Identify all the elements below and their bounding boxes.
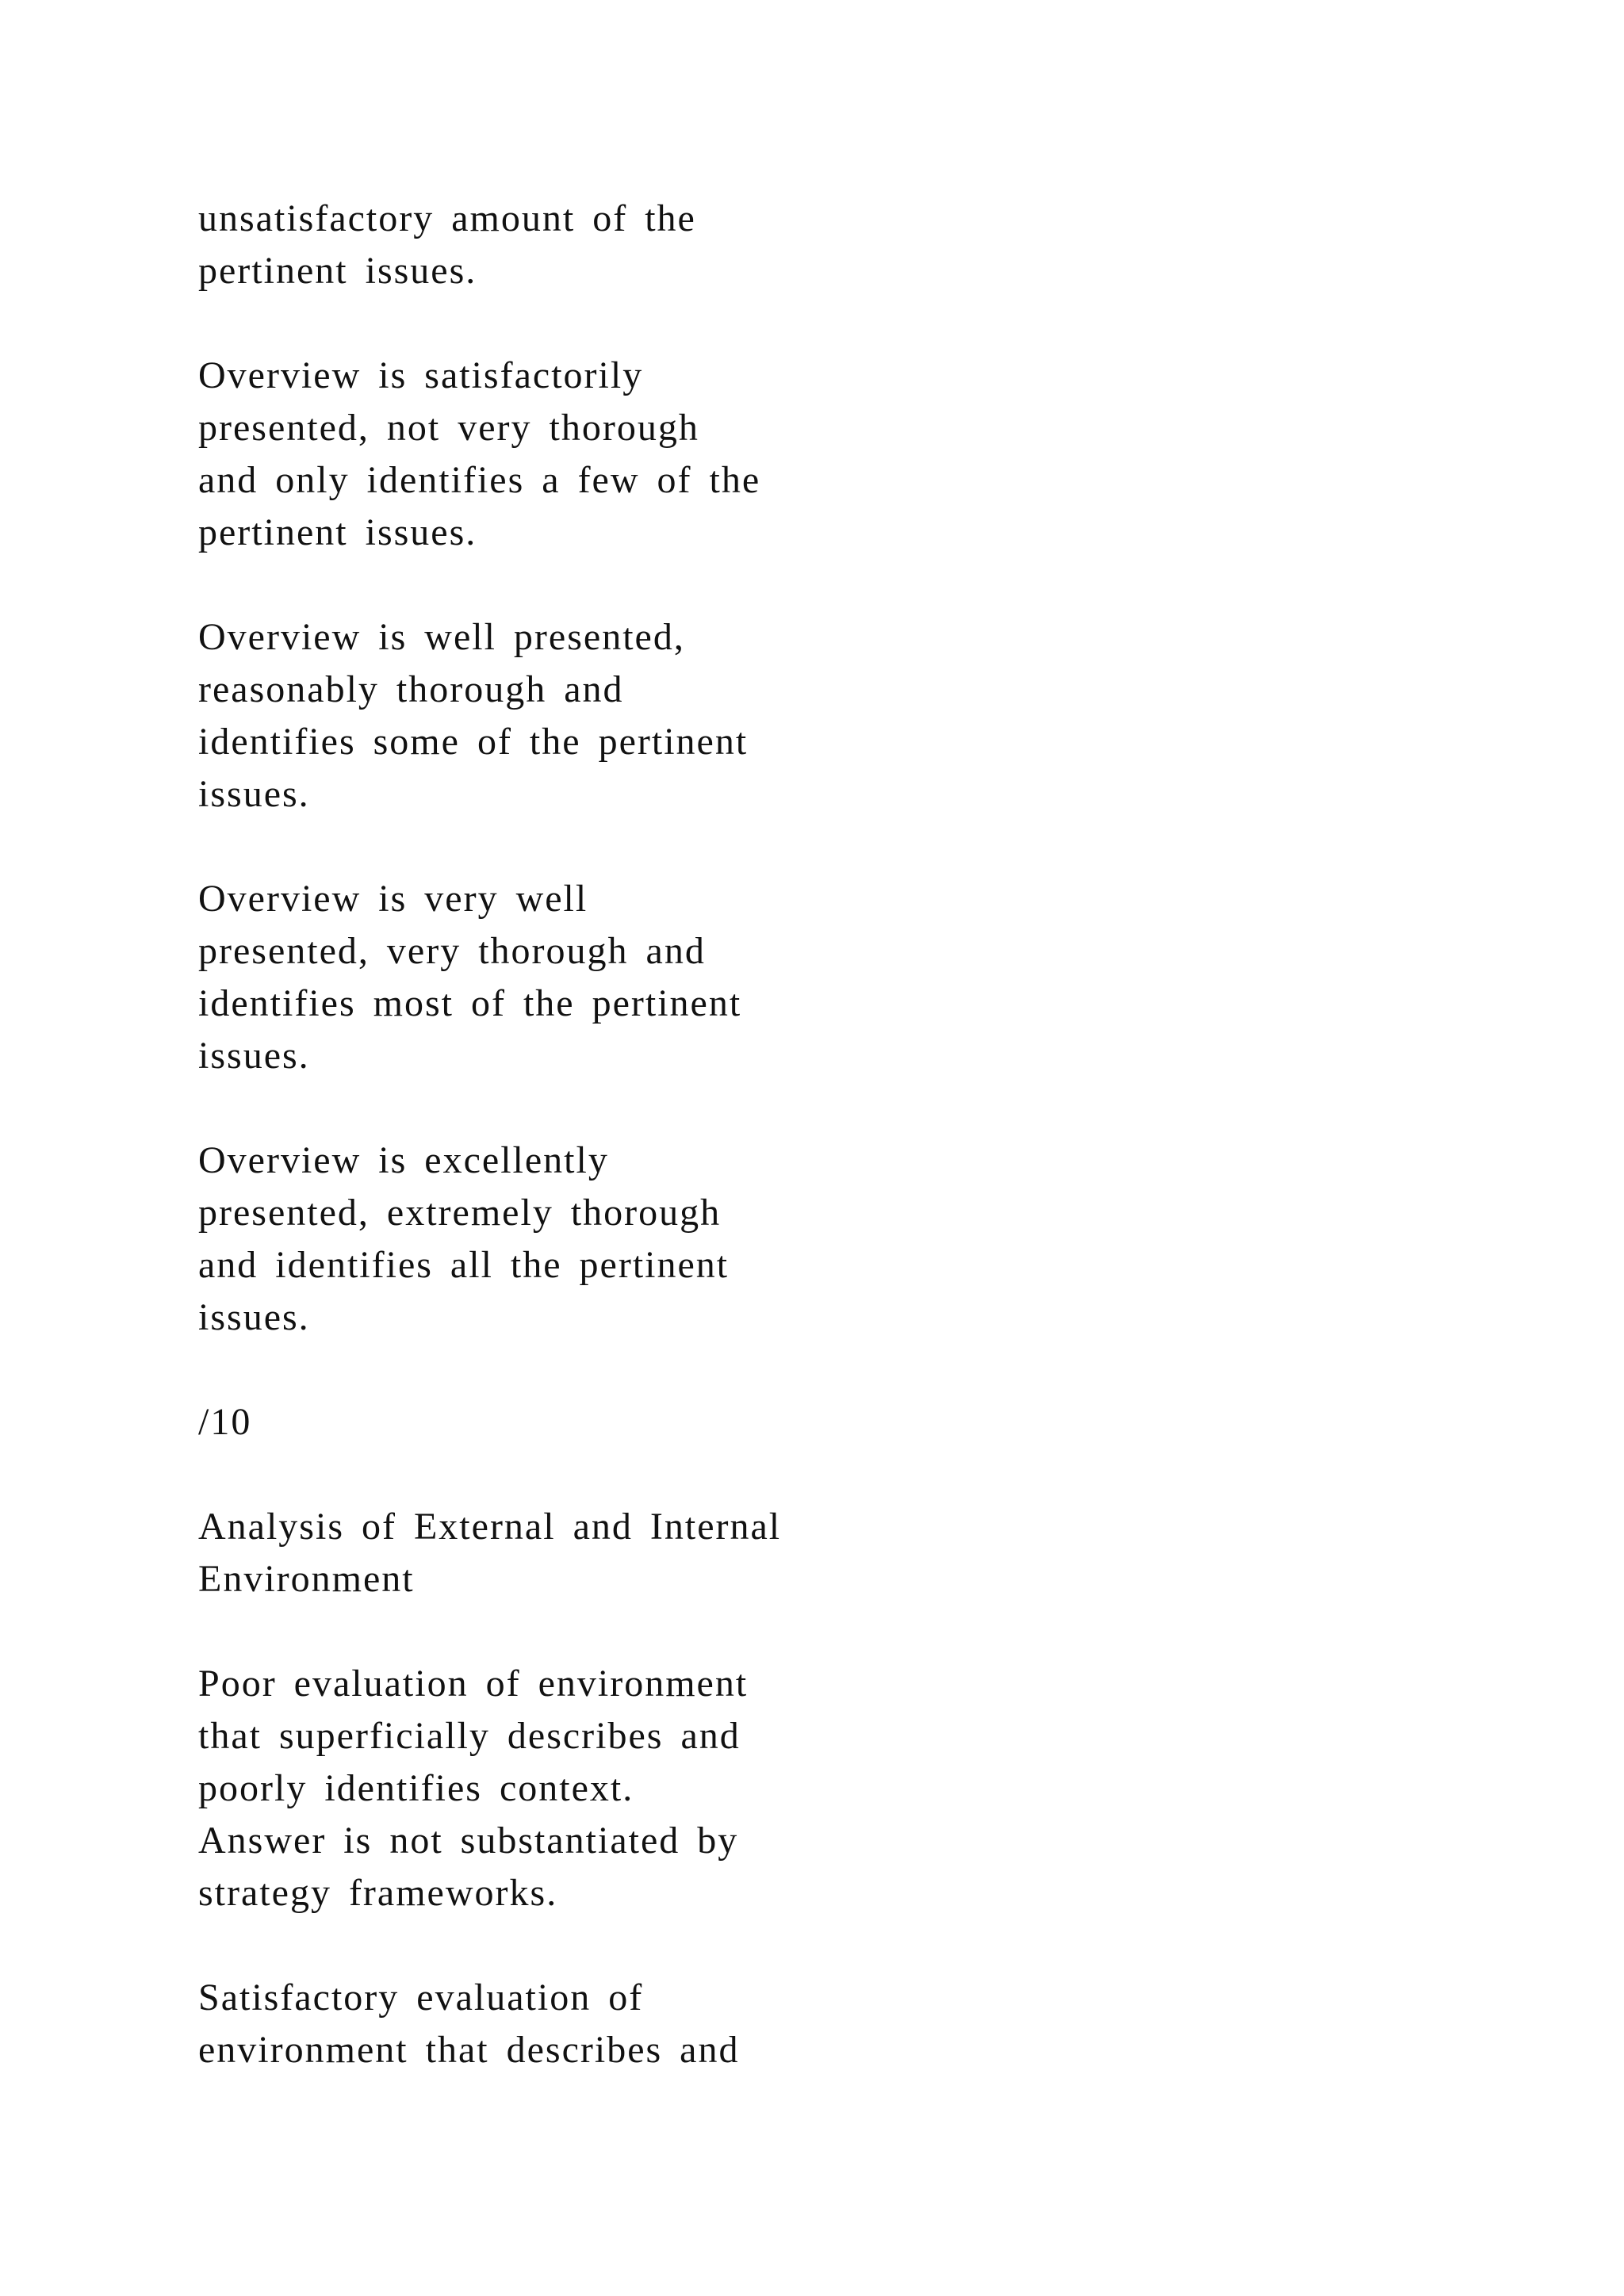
text-line: Poor evaluation of environment: [198, 1663, 749, 1705]
text-line: identifies some of the pertinent: [198, 721, 749, 763]
text-line: Answer is not substantiated by: [198, 1820, 739, 1862]
paragraph-overview-satisfactory: [198, 350, 912, 559]
paragraph-unsatisfactory-tail: [198, 193, 912, 297]
paragraph-overview-well-presented: [198, 611, 912, 821]
score-out-of-ten: [198, 1396, 912, 1448]
paragraph-overview-very-well: [198, 873, 912, 1082]
text-line: Overview is well presented,: [198, 616, 685, 658]
criterion-heading: [198, 1501, 912, 1605]
text-line: environment that describes and: [198, 2029, 740, 2071]
paragraph-overview-excellent: [198, 1135, 912, 1344]
text-line: issues.: [198, 1035, 310, 1077]
text-line: strategy frameworks.: [198, 1872, 558, 1914]
text-line: presented, extremely thorough: [198, 1192, 722, 1234]
text-line: issues.: [198, 1296, 310, 1338]
text-line: and identifies all the pertinent: [198, 1244, 730, 1286]
text-line: Overview is excellently: [198, 1139, 609, 1181]
paragraph-poor-evaluation: [198, 1658, 912, 1919]
text-line: presented, not very thorough: [198, 407, 699, 449]
text-line: poorly identifies context.: [198, 1767, 634, 1809]
paragraph-satisfactory-evaluation: [198, 1972, 912, 2076]
text-line: identifies most of the pertinent: [198, 982, 742, 1024]
text-line: pertinent issues.: [198, 511, 477, 553]
text-line: pertinent issues.: [198, 250, 477, 292]
text-line: issues.: [198, 773, 310, 815]
score-label: /10: [198, 1401, 252, 1443]
text-line: that superficially describes and: [198, 1715, 741, 1757]
rubric-text-column: [198, 193, 912, 2129]
text-line: reasonably thorough and: [198, 668, 624, 710]
text-line: and only identifies a few of the: [198, 459, 761, 501]
text-line: Satisfactory evaluation of: [198, 1976, 644, 2019]
text-line: Overview is satisfactorily: [198, 354, 644, 396]
text-line: Analysis of External and Internal: [198, 1506, 782, 1548]
text-line: Overview is very well: [198, 878, 588, 920]
text-line: unsatisfactory amount of the: [198, 197, 696, 239]
text-line: presented, very thorough and: [198, 930, 706, 972]
text-line: Environment: [198, 1558, 415, 1600]
